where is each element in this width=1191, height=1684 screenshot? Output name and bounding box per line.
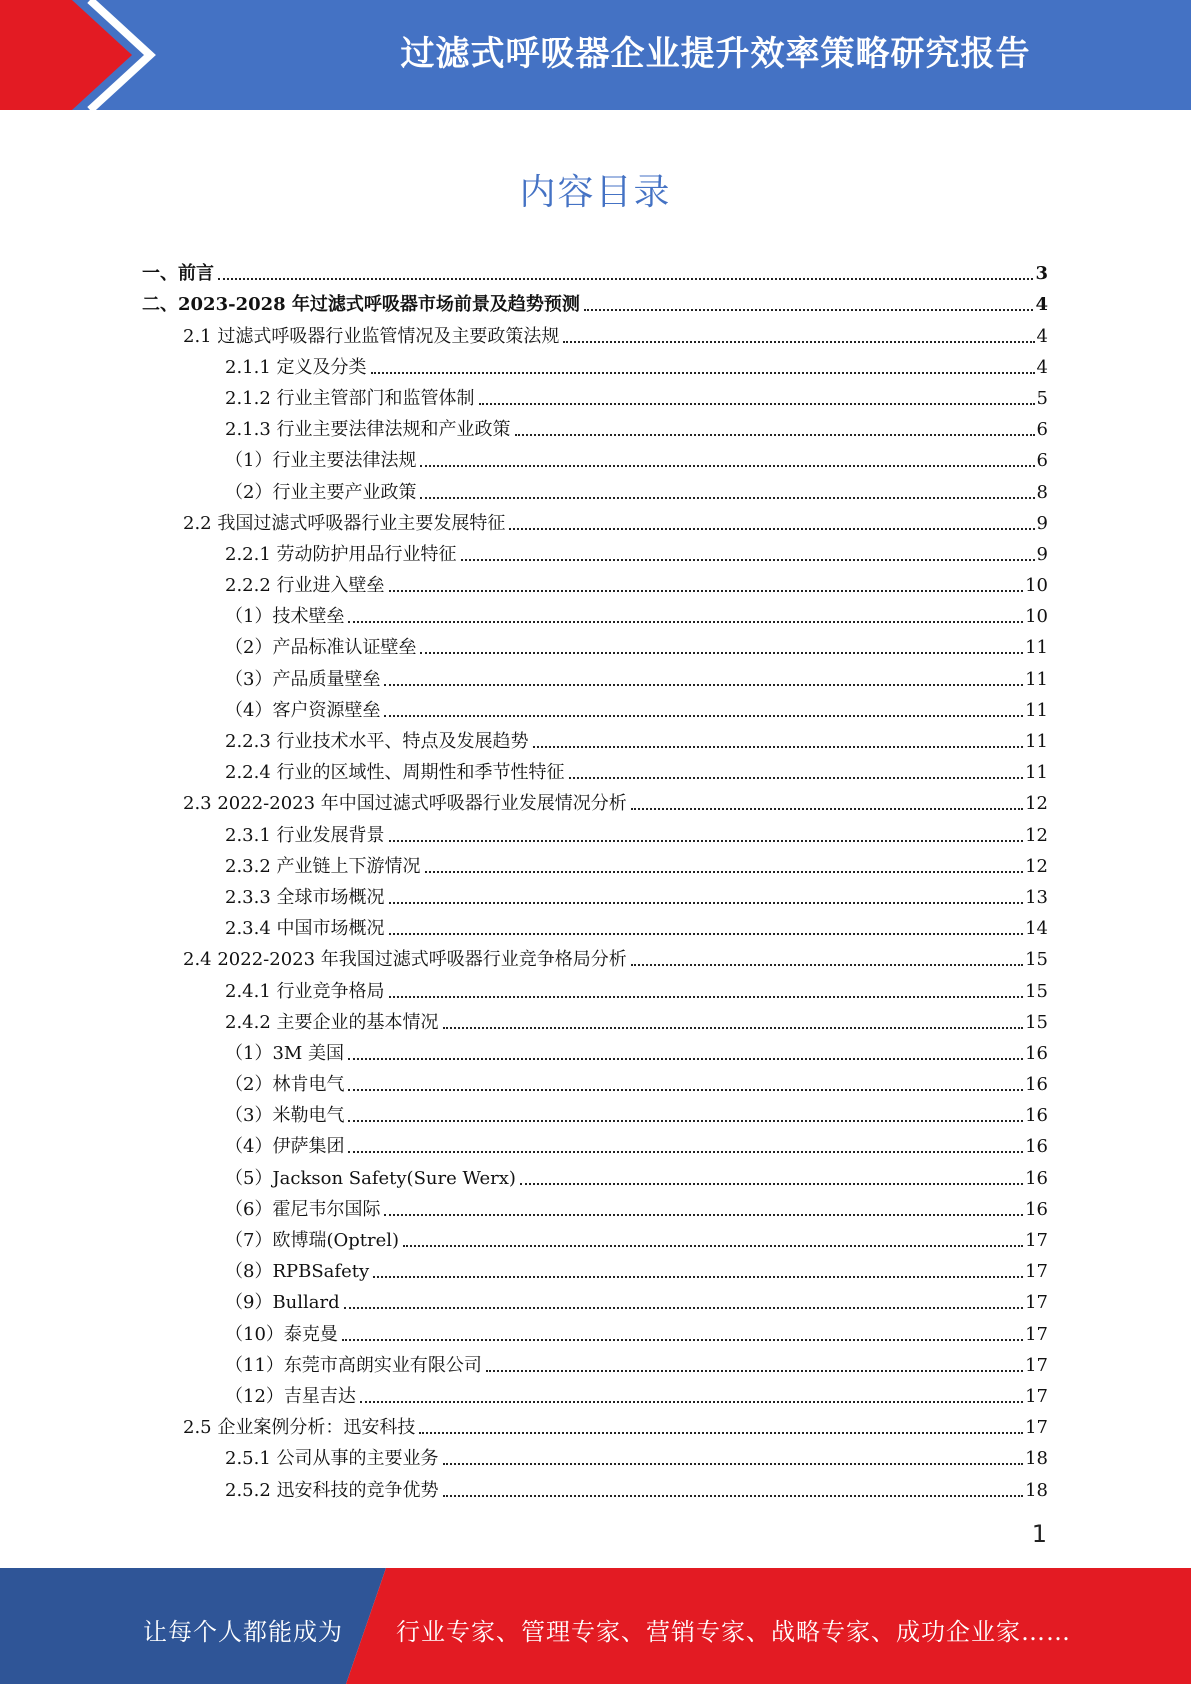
toc-entry-title: （1）3M 美国: [225, 1042, 345, 1064]
toc-entry-page: 17: [1025, 1385, 1048, 1407]
toc-entry[interactable]: [0, 1252, 1191, 1283]
toc-entry-page: 18: [1025, 1448, 1048, 1470]
toc-dot-leader: [360, 1401, 1023, 1403]
toc-entry-title: 2.1.1 定义及分类: [225, 356, 367, 378]
toc-dot-leader: [420, 652, 1023, 654]
toc-entry[interactable]: [0, 1314, 1191, 1345]
toc-dot-leader: [425, 871, 1024, 873]
toc-entry[interactable]: [0, 535, 1191, 566]
toc-entry-title: 2.2.1 劳动防护用品行业特征: [225, 543, 457, 565]
toc-entry-title: 一、前言: [142, 263, 214, 285]
toc-entry-page: 9: [1036, 512, 1048, 534]
toc-dot-leader: [563, 341, 1034, 343]
toc-dot-leader: [218, 278, 1033, 280]
toc-entry-title: （4）客户资源壁垒: [225, 699, 381, 721]
toc-dot-leader: [443, 1495, 1024, 1497]
toc-entry-page: 16: [1025, 1198, 1048, 1220]
toc-entry-page: 16: [1025, 1074, 1048, 1096]
toc-entry[interactable]: [0, 379, 1191, 410]
toc-entry[interactable]: [0, 909, 1191, 940]
toc-entry-page: 12: [1025, 855, 1048, 877]
toc-entry-title: 2.5.1 公司从事的主要业务: [225, 1448, 439, 1470]
toc-entry-page: 17: [1025, 1261, 1048, 1283]
toc-entry[interactable]: [0, 691, 1191, 722]
toc-entry[interactable]: [0, 316, 1191, 347]
toc-entry-title: （2）行业主要产业政策: [225, 481, 417, 503]
toc-entry[interactable]: [0, 753, 1191, 784]
toc-entry[interactable]: [0, 410, 1191, 441]
footer-slogan-right: 行业专家、管理专家、营销专家、战略专家、成功企业家……: [396, 1618, 1071, 1646]
toc-entry-title: 2.3.3 全球市场概况: [225, 886, 385, 908]
toc-dot-leader: [384, 684, 1023, 686]
toc-dot-leader: [389, 590, 1024, 592]
toc-entry-page: 3: [1035, 263, 1048, 285]
toc-entry[interactable]: [0, 628, 1191, 659]
toc-entry-page: 16: [1025, 1167, 1048, 1189]
toc-entry-title: 2.4 2022-2023 年我国过滤式呼吸器行业竞争格局分析: [183, 949, 627, 971]
toc-dot-leader: [420, 465, 1034, 467]
toc-dot-leader: [631, 808, 1023, 810]
toc-entry-page: 11: [1025, 637, 1048, 659]
toc-dot-leader: [461, 559, 1035, 561]
toc-entry-page: 17: [1025, 1230, 1048, 1251]
toc-entry-title: （1）技术壁垒: [225, 606, 345, 628]
toc-entry-title: （10）泰克曼: [225, 1323, 338, 1345]
toc-dot-leader: [479, 403, 1035, 405]
toc-entry-title: （1）行业主要法律法规: [225, 450, 417, 472]
toc-entry[interactable]: [0, 597, 1191, 628]
toc-entry-title: （2）林肯电气: [225, 1074, 345, 1096]
toc-entry[interactable]: [0, 472, 1191, 503]
toc-entry[interactable]: [0, 1221, 1191, 1252]
toc-entry-title: 2.3 2022-2023 年中国过滤式呼吸器行业发展情况分析: [183, 793, 627, 815]
table-of-contents: [0, 254, 1191, 1502]
toc-entry[interactable]: [0, 348, 1191, 379]
toc-entry-title: 2.3.4 中国市场概况: [225, 918, 385, 940]
toc-entry[interactable]: [0, 815, 1191, 846]
toc-entry-page: 17: [1025, 1323, 1048, 1345]
toc-dot-leader: [384, 715, 1023, 717]
toc-entry-title: 二、2023-2028 年过滤式呼吸器市场前景及趋势预测: [142, 294, 580, 316]
toc-entry[interactable]: [0, 1158, 1191, 1189]
toc-entry[interactable]: [0, 285, 1191, 316]
toc-entry-page: 16: [1025, 1042, 1048, 1064]
toc-entry-title: （11）东莞市高朗实业有限公司: [225, 1354, 482, 1376]
toc-entry[interactable]: [0, 1470, 1191, 1501]
toc-entry-page: 6: [1036, 419, 1048, 441]
toc-entry-page: 10: [1025, 575, 1048, 597]
toc-entry[interactable]: [0, 1346, 1191, 1377]
toc-entry-title: 2.5 企业案例分析：迅安科技: [183, 1417, 416, 1439]
toc-entry-title: 2.2.3 行业技术水平、特点及发展趋势: [225, 731, 529, 752]
toc-entry[interactable]: [0, 784, 1191, 815]
toc-entry[interactable]: [0, 1034, 1191, 1065]
toc-dot-leader: [348, 621, 1023, 623]
toc-entry-title: （3）产品质量壁垒: [225, 668, 381, 690]
toc-dot-leader: [373, 1276, 1023, 1278]
toc-entry-page: 8: [1036, 481, 1048, 503]
toc-entry-page: 10: [1025, 606, 1048, 628]
toc-entry-page: 9: [1036, 543, 1048, 565]
toc-dot-leader: [443, 1463, 1024, 1465]
toc-dot-leader: [389, 996, 1024, 998]
toc-entry[interactable]: [0, 1003, 1191, 1034]
toc-entry-title: （6）霍尼韦尔国际: [225, 1198, 381, 1220]
toc-dot-leader: [348, 1120, 1023, 1122]
toc-dot-leader: [348, 1151, 1023, 1153]
toc-entry-page: 15: [1025, 1011, 1048, 1033]
toc-entry-title: 2.1 过滤式呼吸器行业监管情况及主要政策法规: [183, 325, 560, 347]
toc-entry-page: 12: [1025, 793, 1048, 815]
toc-dot-leader: [420, 497, 1034, 499]
toc-dot-leader: [509, 528, 1034, 530]
toc-dot-leader: [348, 1089, 1023, 1091]
toc-entry-title: 2.3.2 产业链上下游情况: [225, 855, 421, 877]
toc-entry-page: 6: [1036, 450, 1048, 472]
toc-entry[interactable]: [0, 1127, 1191, 1158]
toc-dot-leader: [584, 309, 1034, 311]
toc-entry-title: 2.3.1 行业发展背景: [225, 824, 385, 846]
toc-entry-title: （5）Jackson Safety(Sure Werx): [225, 1167, 516, 1189]
report-header-banner: [0, 0, 1191, 110]
toc-dot-leader: [384, 1214, 1023, 1216]
toc-entry-title: 2.2.2 行业进入壁垒: [225, 575, 385, 597]
toc-dot-leader: [515, 434, 1035, 436]
toc-entry-page: 11: [1025, 731, 1048, 752]
toc-dot-leader: [389, 902, 1024, 904]
toc-entry[interactable]: [0, 940, 1191, 971]
toc-entry-title: 2.5.2 迅安科技的竞争优势: [225, 1479, 439, 1501]
toc-entry[interactable]: [0, 722, 1191, 753]
report-title: 过滤式呼吸器企业提升效率策略研究报告: [400, 34, 1031, 74]
toc-dot-leader: [520, 1183, 1023, 1185]
toc-entry-page: 17: [1025, 1417, 1048, 1439]
toc-entry[interactable]: [0, 971, 1191, 1002]
toc-dot-leader: [533, 746, 1024, 748]
toc-entry-page: 17: [1025, 1354, 1048, 1376]
toc-entry-title: 2.4.1 行业竞争格局: [225, 980, 385, 1002]
toc-entry[interactable]: [0, 1408, 1191, 1439]
toc-entry[interactable]: [0, 1283, 1191, 1314]
toc-entry[interactable]: [0, 1190, 1191, 1221]
toc-entry-page: 4: [1036, 325, 1048, 347]
toc-entry-page: 11: [1025, 668, 1048, 690]
toc-entry-title: （3）米勒电气: [225, 1105, 345, 1127]
toc-entry-page: 13: [1025, 886, 1048, 908]
toc-dot-leader: [344, 1307, 1023, 1309]
toc-entry-page: 4: [1035, 294, 1048, 316]
toc-entry[interactable]: [0, 1377, 1191, 1408]
toc-dot-leader: [569, 777, 1024, 779]
toc-entry-title: （9）Bullard: [225, 1292, 340, 1314]
toc-dot-leader: [631, 964, 1023, 966]
toc-entry-page: 5: [1036, 387, 1048, 409]
toc-dot-leader: [389, 933, 1024, 935]
page-number: 1: [1031, 1520, 1047, 1548]
toc-heading: 内容目录: [519, 172, 672, 213]
toc-entry-page: 17: [1025, 1292, 1048, 1314]
toc-entry[interactable]: [0, 441, 1191, 472]
toc-dot-leader: [389, 840, 1024, 842]
toc-entry-title: （12）吉星吉达: [225, 1385, 356, 1407]
toc-dot-leader: [403, 1245, 1023, 1247]
toc-entry-title: 2.1.3 行业主要法律法规和产业政策: [225, 419, 511, 441]
toc-dot-leader: [486, 1370, 1023, 1372]
toc-dot-leader: [419, 1432, 1023, 1434]
toc-entry-page: 16: [1025, 1105, 1048, 1127]
toc-entry[interactable]: [0, 254, 1191, 285]
toc-entry-page: 18: [1025, 1479, 1048, 1501]
toc-entry-title: （2）产品标准认证壁垒: [225, 637, 417, 659]
toc-entry-title: （8）RPBSafety: [225, 1261, 370, 1283]
footer-slogan-left: 让每个人都能成为: [143, 1618, 343, 1646]
toc-dot-leader: [348, 1058, 1023, 1060]
toc-entry-page: 4: [1036, 356, 1048, 378]
toc-dot-leader: [443, 1027, 1024, 1029]
toc-entry-title: 2.2.4 行业的区域性、周期性和季节性特征: [225, 762, 565, 784]
toc-entry[interactable]: [0, 1096, 1191, 1127]
report-footer-banner: [0, 1568, 1191, 1684]
toc-entry-title: 2.1.2 行业主管部门和监管体制: [225, 387, 475, 409]
toc-entry-page: 12: [1025, 824, 1048, 846]
toc-entry-page: 14: [1025, 918, 1048, 940]
toc-entry[interactable]: [0, 566, 1191, 597]
toc-entry-page: 11: [1025, 699, 1048, 721]
toc-dot-leader: [342, 1339, 1023, 1341]
toc-entry-title: （4）伊萨集团: [225, 1136, 345, 1158]
toc-entry-page: 11: [1025, 762, 1048, 784]
toc-entry[interactable]: [0, 878, 1191, 909]
toc-dot-leader: [371, 372, 1035, 374]
toc-entry[interactable]: [0, 504, 1191, 535]
toc-entry-page: 15: [1025, 949, 1048, 971]
toc-entry-page: 16: [1025, 1136, 1048, 1158]
toc-entry[interactable]: [0, 1065, 1191, 1096]
toc-entry[interactable]: [0, 659, 1191, 690]
toc-entry-page: 15: [1025, 980, 1048, 1002]
toc-entry-title: 2.4.2 主要企业的基本情况: [225, 1011, 439, 1033]
toc-entry[interactable]: [0, 847, 1191, 878]
toc-entry-title: 2.2 我国过滤式呼吸器行业主要发展特征: [183, 512, 506, 534]
toc-entry[interactable]: [0, 1439, 1191, 1470]
toc-entry-title: （7）欧博瑞(Optrel): [225, 1230, 400, 1251]
